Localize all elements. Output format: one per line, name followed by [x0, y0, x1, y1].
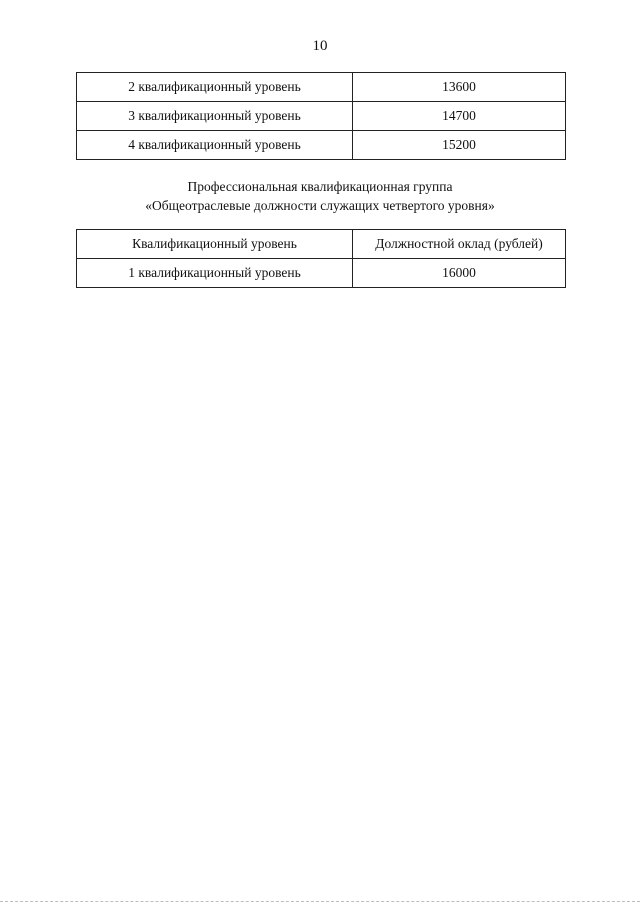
qualification-level-cell: 4 квалификационный уровень [77, 131, 353, 160]
column-header-salary: Должностной оклад (рублей) [353, 230, 566, 259]
group-heading-line1: Профессиональная квалификационная группа [187, 179, 453, 194]
qualification-level-cell: 3 квалификационный уровень [77, 102, 353, 131]
table-row [77, 259, 566, 288]
page-number: 10 [312, 38, 328, 54]
salary-cell: 13600 [353, 73, 566, 102]
table-row [77, 131, 566, 160]
qualification-level-cell: 2 квалификационный уровень [77, 73, 353, 102]
table-row [77, 102, 566, 131]
salary-cell: 15200 [353, 131, 566, 160]
group-heading [0, 177, 640, 215]
salary-table-continued [76, 72, 566, 160]
qualification-level-cell: 1 квалификационный уровень [77, 259, 353, 288]
table-row [77, 73, 566, 102]
group-heading-line2: «Общеотраслевые должности служащих четвертого уровня» [145, 198, 495, 213]
salary-cell: 14700 [353, 102, 566, 131]
salary-table-group4 [76, 229, 566, 288]
table-header-row [77, 230, 566, 259]
page-bottom-rule [0, 901, 640, 902]
column-header-level: Квалификационный уровень [77, 230, 353, 259]
salary-cell: 16000 [353, 259, 566, 288]
